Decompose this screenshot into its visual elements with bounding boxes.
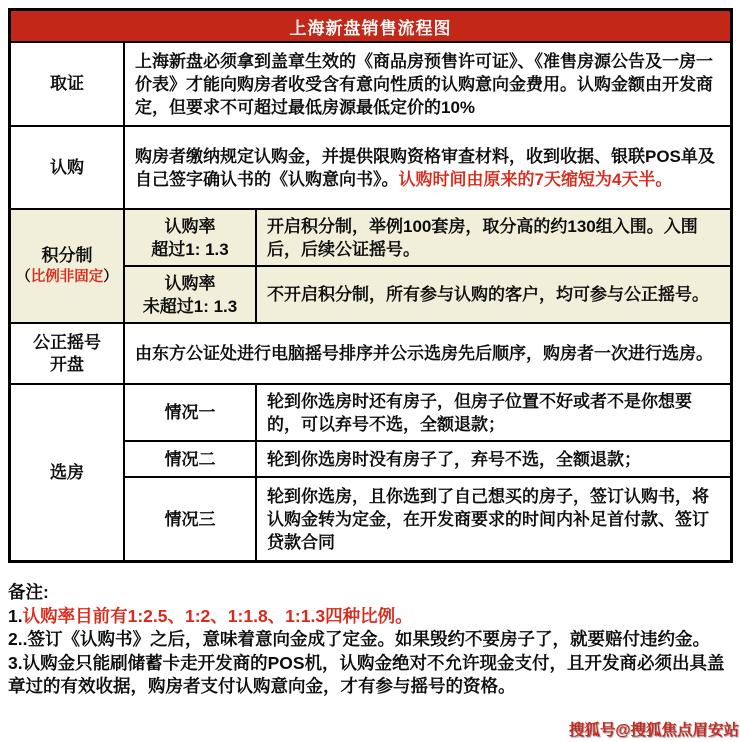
yaohao-text: 由东方公证处进行电脑摇号排序并公示选房先后顺序，购房者一次进行选房。 (135, 344, 713, 363)
xuanfang-label-cell (11, 385, 123, 560)
xuanfang-case3-text-cell (255, 478, 730, 560)
xuanfang-case1-text: 轮到你选房时还有房子，但房子位置不好或者不是你想要的，可以弃号不选，全额退款； (267, 391, 692, 434)
xuanfang-case1-name: 情况一 (164, 403, 216, 422)
sales-flow-table (8, 8, 733, 563)
jifenzhi-case2-cond-line1: 认购率 (164, 273, 216, 293)
rengou-text-red: 认购时间由原来的7天缩短为4天半。 (398, 169, 673, 189)
jifenzhi-case1-cond-line1: 认购率 (164, 216, 216, 236)
note-1 (8, 605, 736, 629)
notes-title: 备注: (8, 582, 49, 602)
yaohao-text-cell (123, 324, 730, 383)
jifenzhi-case1-text: 开启积分制，举例100套房，取分高的约130组入围。入围后，后续公证摇号。 (267, 216, 698, 259)
xuanfang-case3-text: 轮到你选房，且你选到了自己想买的房子，签订认购书，将认购金转为定金，在开发商要求的时间内补足首付款、签订贷款合同 (267, 486, 709, 552)
jifenzhi-sublabel-close: ） (103, 269, 118, 285)
xuanfang-case3-row (123, 476, 730, 560)
jifenzhi-label: 积分制 (41, 246, 93, 265)
xuanfang-case3-name-cell (123, 478, 255, 560)
row-quzheng (11, 41, 730, 125)
rengou-text-cell (123, 127, 730, 208)
jifenzhi-sublabel (16, 267, 118, 287)
xuanfang-case1-row (123, 385, 730, 440)
rengou-label: 认购 (50, 157, 84, 177)
jifenzhi-case1-cond-line2: 超过1: 1.3 (151, 239, 229, 259)
row-xuanfang (11, 383, 730, 560)
jifenzhi-label-cell (11, 210, 123, 322)
jifenzhi-case2-cond-line2: 未超过1: 1.3 (142, 296, 238, 316)
rengou-label-cell (11, 127, 123, 208)
jifenzhi-case1-text-cell (255, 210, 730, 265)
xuanfang-case2-name: 情况二 (164, 449, 216, 469)
xuanfang-cases (123, 385, 730, 560)
xuanfang-case2-row (123, 440, 730, 476)
yaohao-label-cell (11, 324, 123, 383)
table-header (11, 11, 730, 41)
row-yaohao (11, 322, 730, 383)
jifenzhi-case2-cond-cell (123, 267, 255, 322)
note-3: 3.认购金只能刷储蓄卡走开发商的POS机，认购金绝对不允许现金支付，且开发商必须出具盖章过的有效收据，购房者支付认购意向金，才有参与摇号的资格。 (8, 652, 725, 696)
xuanfang-case1-name-cell (123, 385, 255, 440)
jifenzhi-case1-row (123, 210, 730, 265)
note-2: 2..签订《认购书》之后，意味着意向金成了定金。如果毁约不要房子了，就要赔付违约金。 (8, 629, 710, 649)
jifenzhi-case2-text: 不开启积分制，所有参与认购的客户，均可参与公正摇号。 (267, 285, 709, 304)
notes-section (8, 581, 736, 699)
watermark-text: 搜狐号@搜狐焦点眉安站 (568, 722, 739, 739)
jifenzhi-case2-row (123, 265, 730, 322)
jifenzhi-sublabel-open: （ (16, 269, 31, 285)
xuanfang-case2-text-cell (255, 442, 730, 476)
rengou-text (135, 145, 720, 191)
xuanfang-case3-name: 情况三 (164, 509, 216, 529)
row-jifenzhi (11, 208, 730, 322)
page-title: 上海新盘销售流程图 (289, 18, 452, 38)
quzheng-label: 取证 (50, 74, 84, 93)
note-1-red-text: 认购率目前有1:2.5、1:2、1:1.8、1:1.3四种比例。 (22, 605, 413, 626)
yaohao-label-line2: 开盘 (50, 354, 84, 374)
jifenzhi-case1-cond-cell (123, 210, 255, 265)
xuanfang-case2-name-cell (123, 442, 255, 476)
note-1-prefix: 1. (8, 605, 23, 626)
quzheng-text: 上海新盘必须拿到盖章生效的《商品房预售许可证》、《准售房源公告及一房一价表》才能向购房者收受含有意向性质的认购意向金费用。认购金额由开发商定，但要求不可超过最低房源最低定价的10% (135, 51, 713, 117)
yaohao-label-line1: 公正摇号 (33, 332, 101, 352)
quzheng-label-cell (11, 43, 123, 125)
xuanfang-label: 选房 (50, 462, 84, 482)
rengou-text-black: 购房者缴纳规定认购金，并提供限购资格审查材料，收到收据、银联POS单及自己签字确认书的《认购意向书》。 (135, 146, 715, 189)
jifenzhi-case2-text-cell (255, 267, 730, 322)
jifenzhi-cases (123, 210, 730, 322)
row-rengou (11, 125, 730, 208)
xuanfang-case1-text-cell (255, 385, 730, 440)
quzheng-text-cell (123, 43, 730, 125)
xuanfang-case2-text: 轮到你选房时没有房子了，弃号不选，全额退款； (267, 449, 641, 469)
jifenzhi-sublabel-red: 比例非固定 (30, 269, 104, 285)
